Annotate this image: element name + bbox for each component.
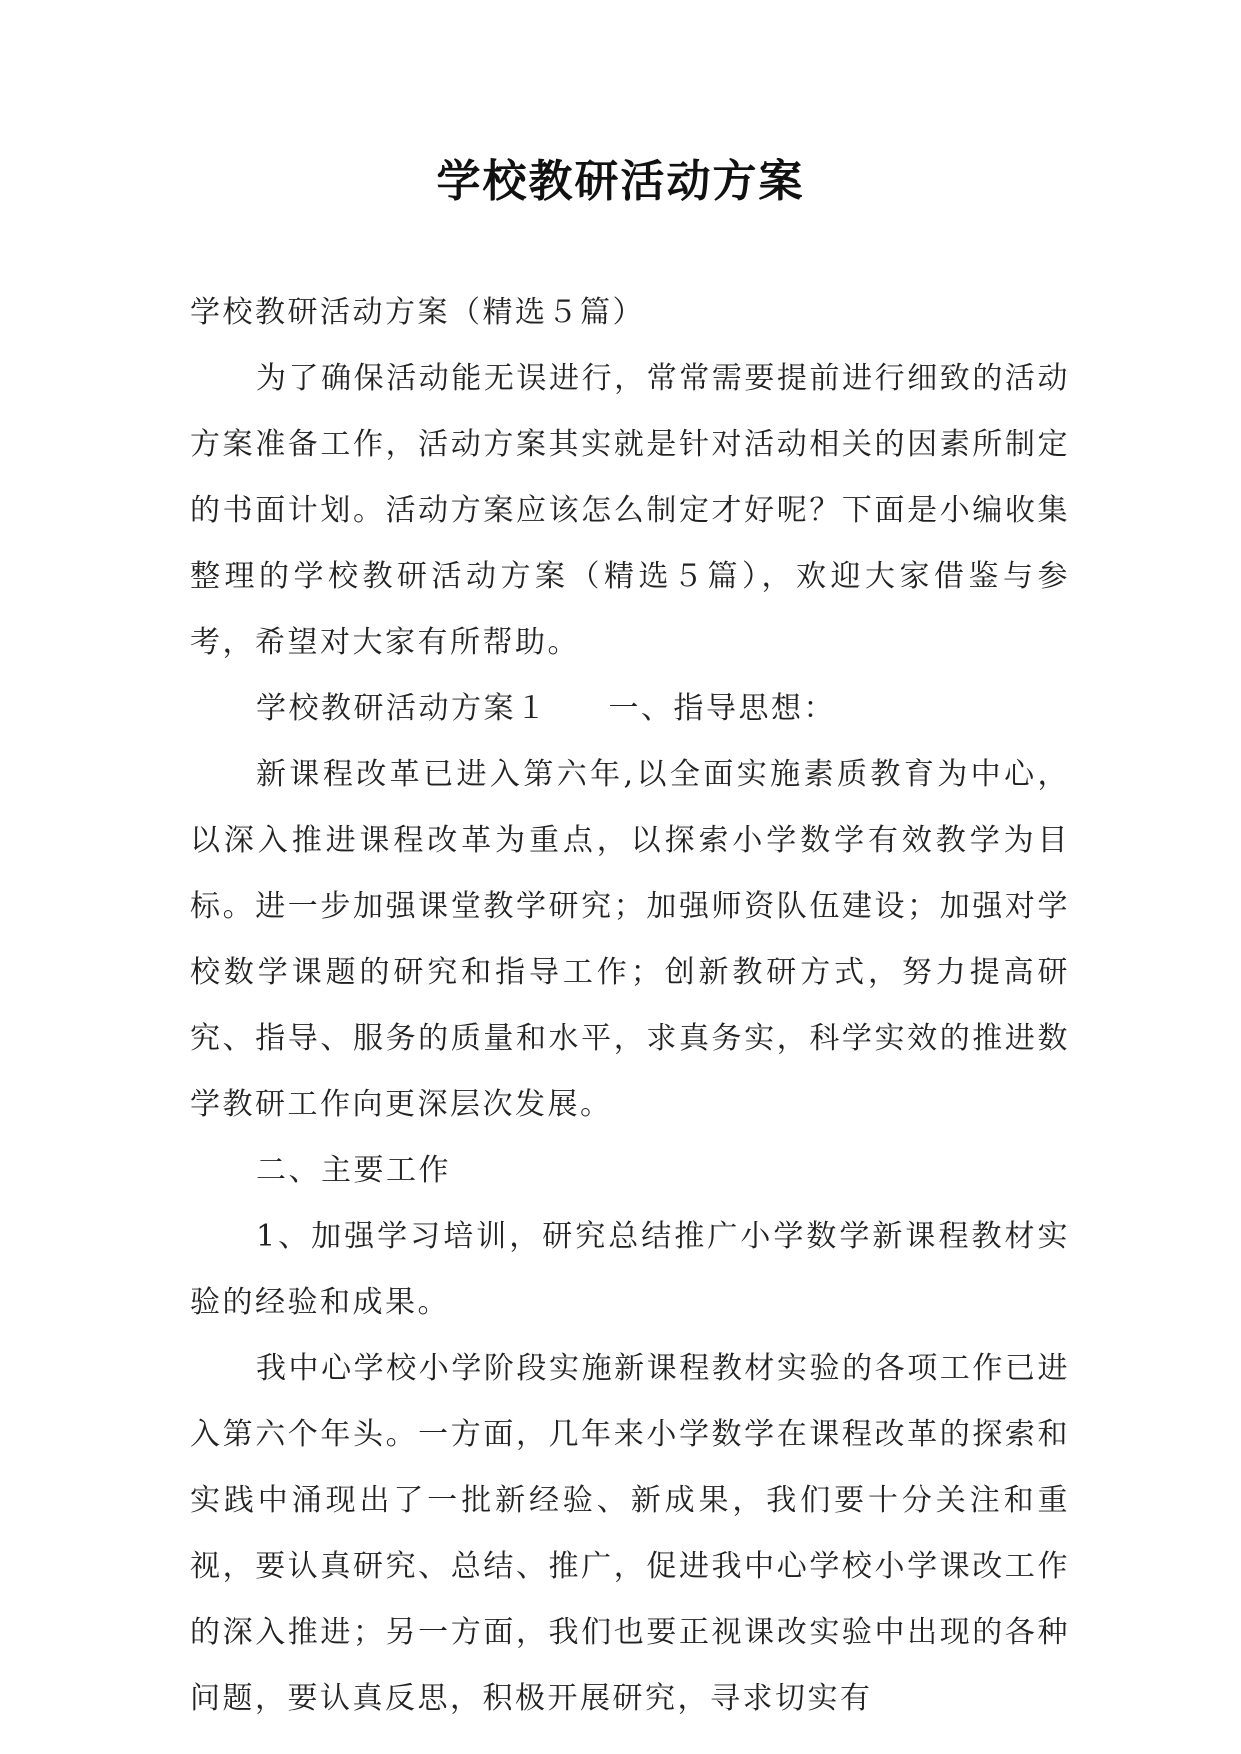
section1-heading: 学校教研活动方案１: [256, 691, 549, 726]
intro-paragraph: 为了确保活动能无误进行，常常需要提前进行细致的活动方案准备工作，活动方案其实就是针对活动相关的因素所制定的书面计划。活动方案应该怎么制定才好呢？下面是小编收集整理的学校教研活动方案（精选５篇），欢迎大家借鉴与参考，希望对大家有所帮助。: [190, 361, 1070, 660]
work-item-1-paragraph: 我中心学校小学阶段实施新课程教材实验的各项工作已进入第六个年头。一方面，几年来小学数学在课程改革的探索和实践中涌现出了一批新经验、新成果，我们要十分关注和重视，要认真研究、总结、推广，促进我中心学校小学课改工作的深入推进；另一方面，我们也要正视课改实验中出现的各种问题，要认真反思，积极开展研究，寻求切实有: [190, 1351, 1070, 1716]
document-subtitle: 学校教研活动方案（精选５篇）: [190, 295, 645, 330]
document-title: 学校教研活动方案: [436, 156, 805, 207]
document-body: [190, 280, 1070, 1732]
section1-subheading: 一、指导思想：: [608, 691, 836, 726]
section-heading-line: [190, 676, 1070, 742]
guiding-paragraph: 新课程改革已进入第六年,以全面实施素质教育为中心，以深入推进课程改革为重点，以探索小学数学有效教学为目标。进一步加强课堂教学研究；加强师资队伍建设；加强对学校数学课题的研究和指导工作；创新教研方式，努力提高研究、指导、服务的质量和水平，求真务实，科学实效的推进数学教研工作向更深层次发展。: [190, 757, 1070, 1122]
main-work-heading: 二、主要工作: [256, 1153, 451, 1188]
work-item-1: 1、加强学习培训，研究总结推广小学数学新课程教材实验的经验和成果。: [190, 1219, 1070, 1320]
